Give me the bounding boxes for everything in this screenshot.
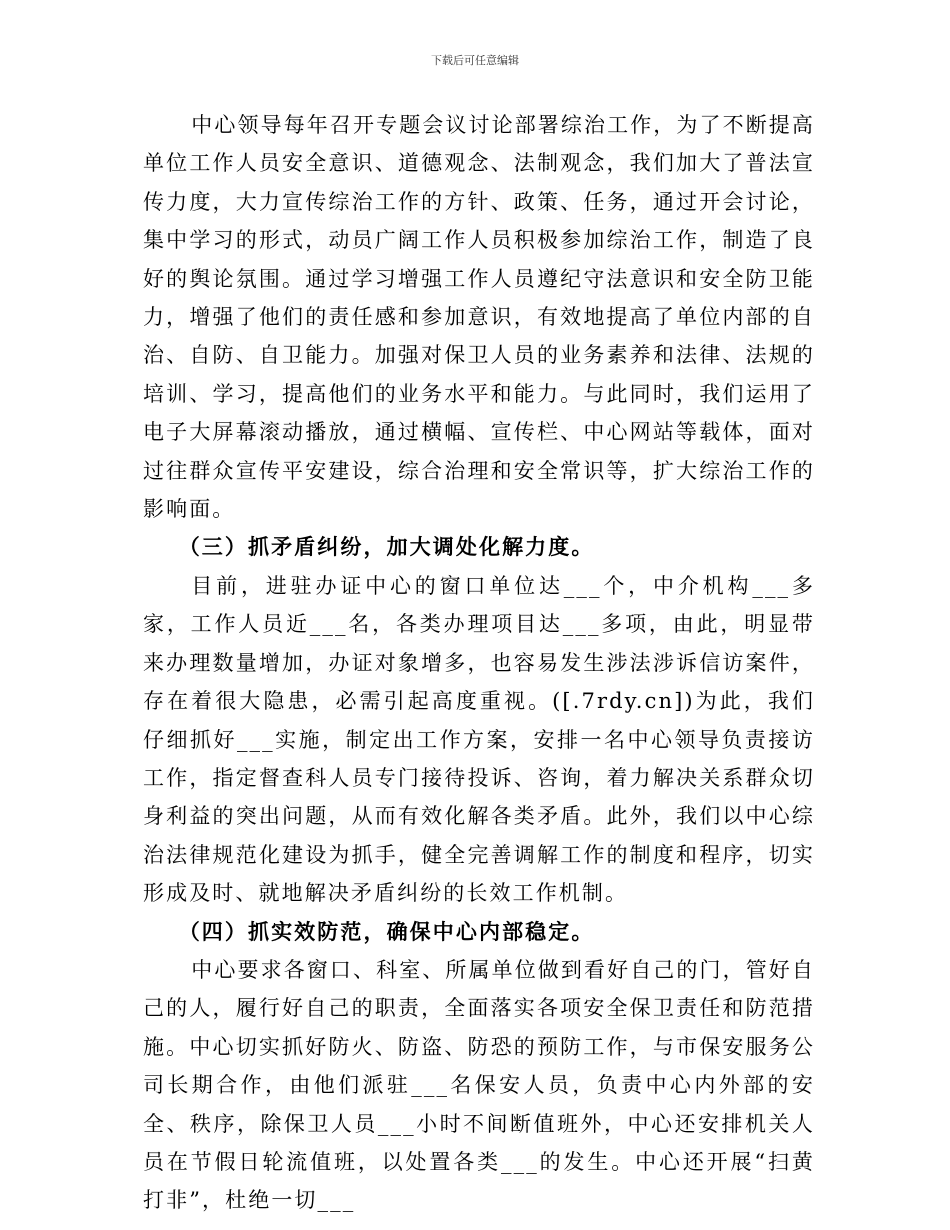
page-header: 下载后可任意编辑 [431, 54, 519, 67]
paragraph-disputes: 目前，进驻办证中心的窗口单位达___个，中介机构___多家，工作人员近___名，各类办理项目达___多项，由此，明显带来办理数量增加，办证对象增多，也容易发生涉法涉诉信访案件，存在着很大隐患，必需引起高度重视。([.7rdy.cn])为此，我们仔细抓好___实施，制定出工作方案，安排一名中心领导负责接访工作，指定督查科人员专门接待投诉、咨询，着力解决关系群众切身利益的突出问题，从而有效化解各类矛盾。此外，我们以中心综治法律规范化建设为抓手，健全完善调解工作的制度和程序，切实形成及时、就地解决矛盾纠纷的长效工作机制。 [143, 573, 815, 906]
paragraph-prevention: 中心要求各窗口、科室、所属单位做到看好自己的门，管好自己的人，履行好自己的职责，全面落实各项安全保卫责任和防范措施。中心切实抓好防火、防盗、防恐的预防工作，与市保安服务公司长期合作，由他们派驻___名保安人员，负责中心内外部的安全、秩序，除保卫人员___小时不间断值班外，中心还安排机关人员在节假日轮流值班，以处置各类___的发生。中心还开展“扫黄打非”，杜绝一切___ [143, 957, 815, 1213]
section-heading-4: （四）抓实效防范，确保中心内部稳定。 [178, 918, 595, 944]
section-heading-3: （三）抓矛盾纠纷，加大调处化解力度。 [178, 534, 595, 560]
paragraph-publicity: 中心领导每年召开专题会议讨论部署综治工作，为了不断提高单位工作人员安全意识、道德观念、法制观念，我们加大了普法宣传力度，大力宣传综治工作的方针、政策、任务，通过开会讨论，集中学习的形式，动员广阔工作人员积极参加综治工作，制造了良好的舆论氛围。通过学习增强工作人员遵纪守法意识和安全防卫能力，增强了他们的责任感和参加意识，有效地提高了单位内部的自治、自防、自卫能力。加强对保卫人员的业务素养和法律、法规的培训、学习，提高他们的业务水平和能力。与此同时，我们运用了电子大屏幕滚动播放，通过横幅、宣传栏、中心网站等载体，面对过往群众宣传平安建设，综合治理和安全常识等，扩大综治工作的影响面。 [143, 113, 815, 522]
document-body [143, 106, 815, 1220]
